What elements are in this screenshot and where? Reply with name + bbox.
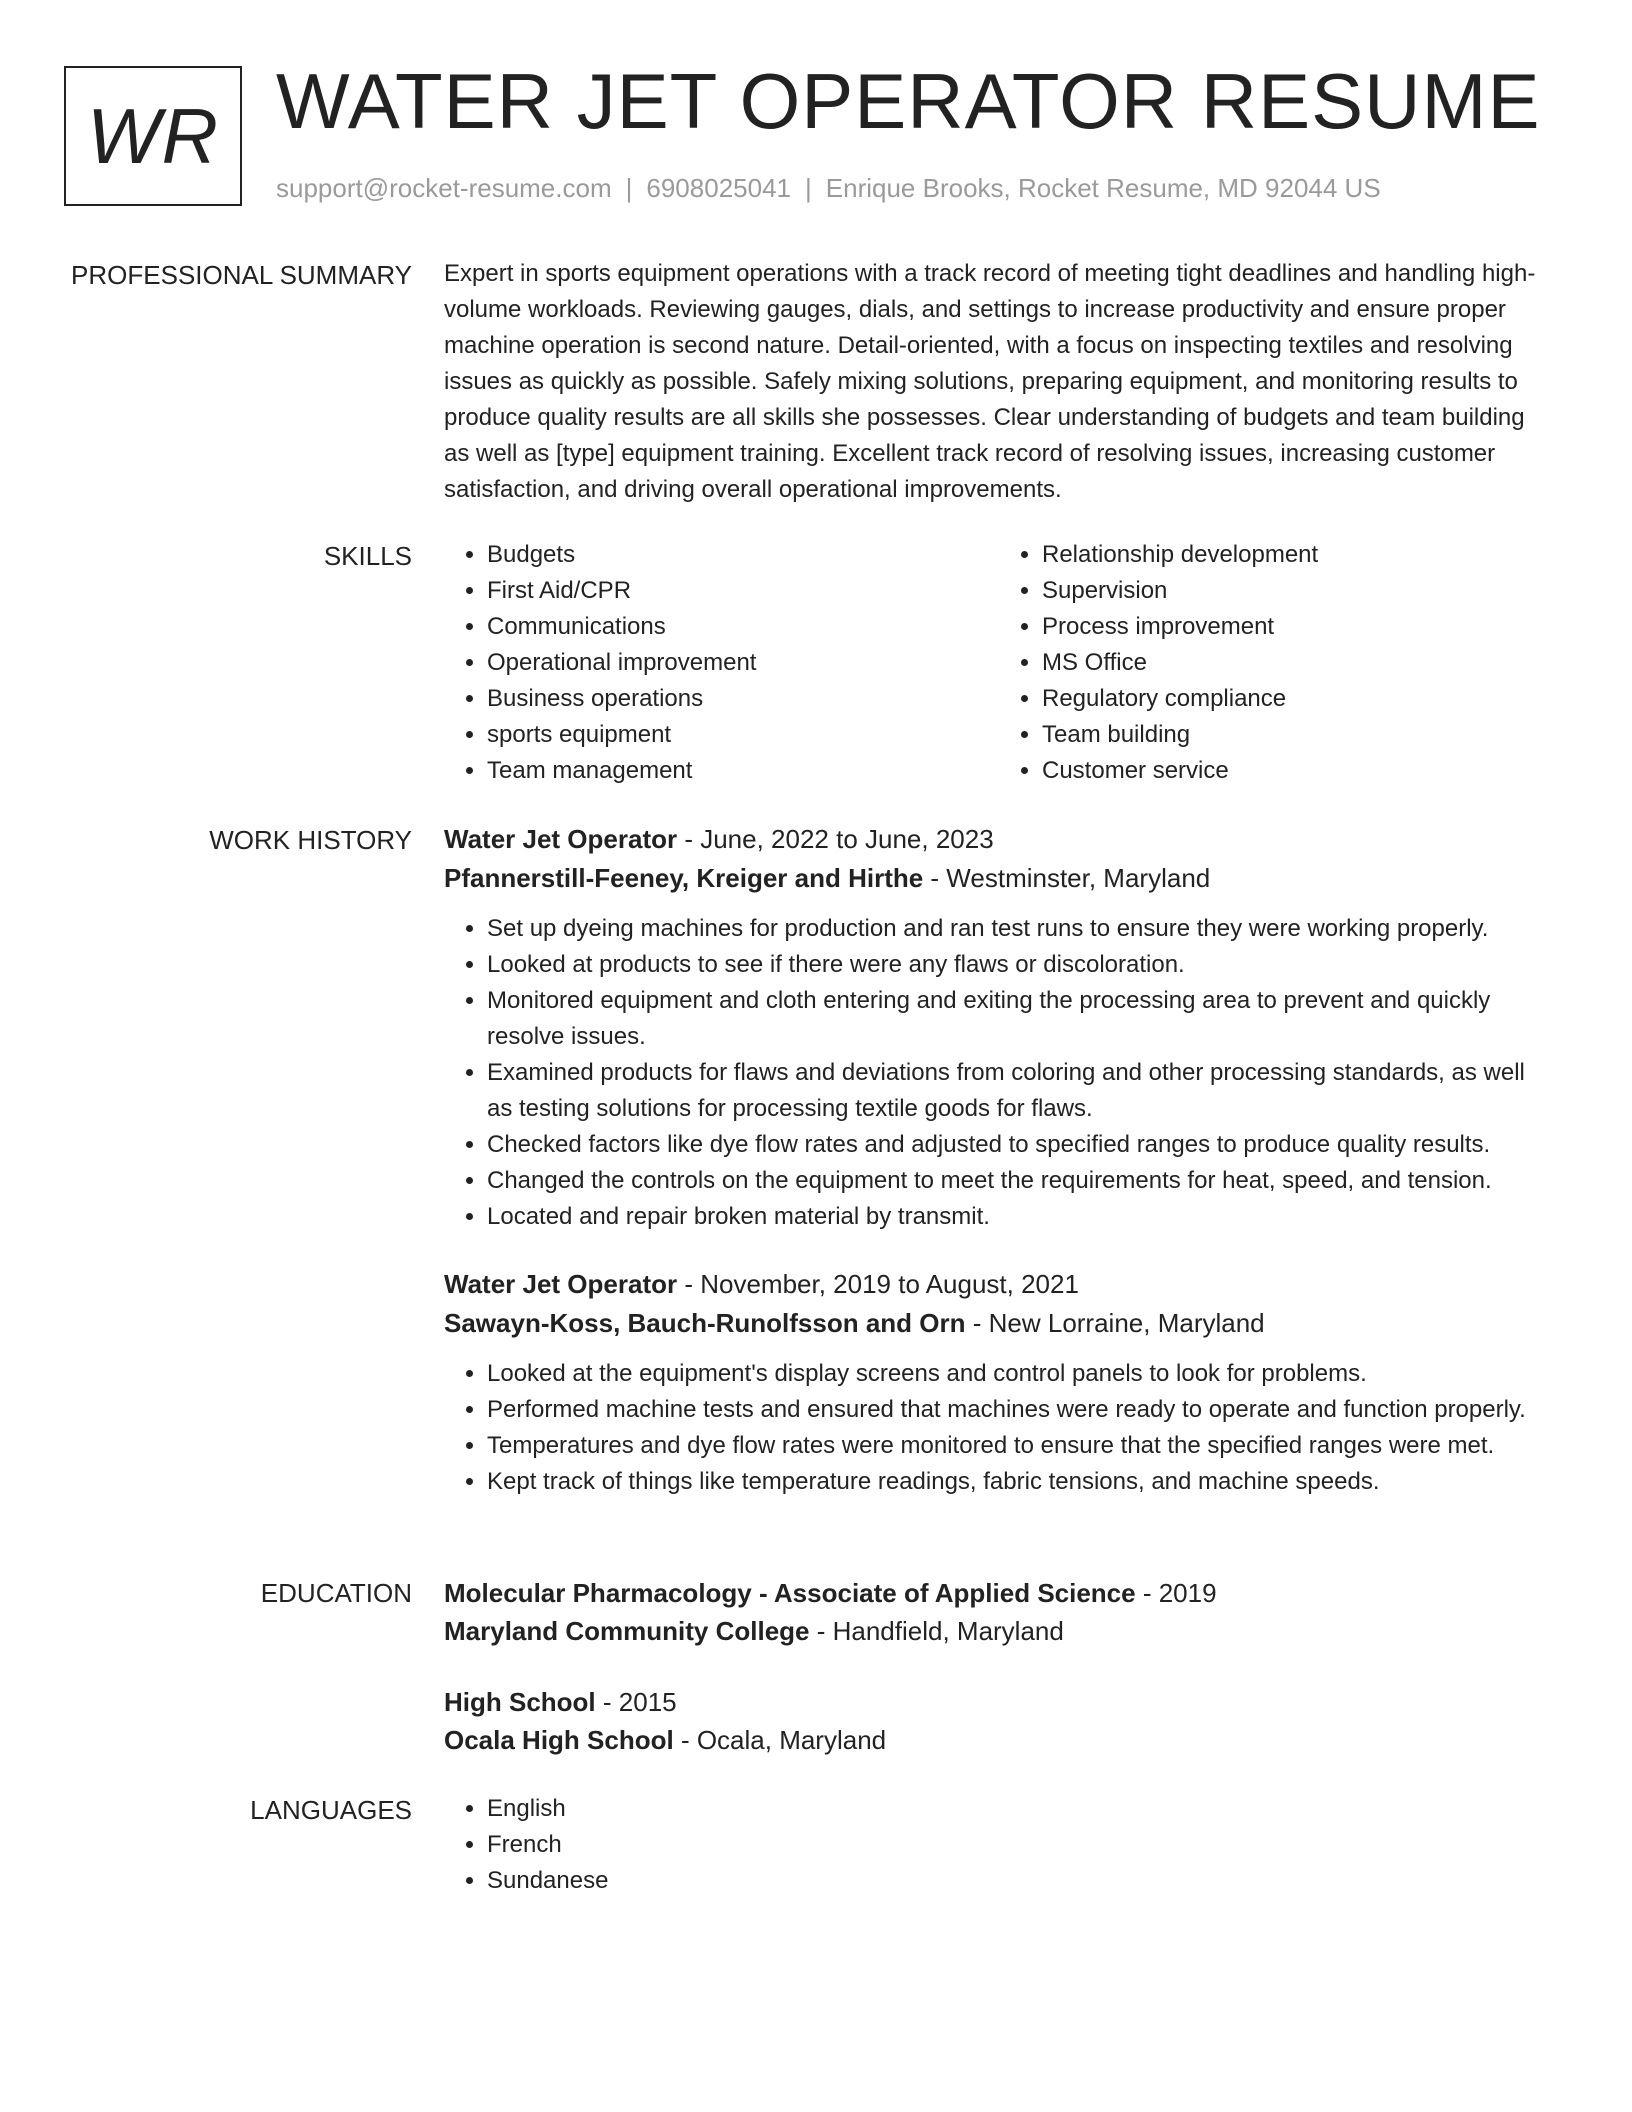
- contact-separator: |: [625, 173, 633, 203]
- skill-item: • Team building: [1042, 717, 1554, 753]
- section-label-languages: LANGUAGES: [250, 1795, 412, 1825]
- section-label-skills: SKILLS: [323, 541, 412, 571]
- education-school-line: [444, 1721, 1554, 1759]
- skill-item: • MS Office: [1042, 645, 1554, 681]
- job-bullet: • Changed the controls on the equipment to meet the requirements for heat, speed, and tension.: [487, 1163, 1554, 1199]
- education-school: Maryland Community College: [444, 1616, 810, 1646]
- job-title-line: [444, 820, 1554, 859]
- job-title: Water Jet Operator: [444, 1269, 678, 1299]
- language-item: • French: [487, 1827, 1554, 1863]
- skill-item: • Process improvement: [1042, 609, 1554, 645]
- job-bullet: • Looked at the equipment's display screens and control panels to look for problems.: [487, 1356, 1554, 1392]
- skill-item: • First Aid/CPR: [487, 573, 999, 609]
- job-bullet: • Examined products for flaws and deviations from coloring and other processing standards, as well as testing solutions for processing textile goods for flaws.: [487, 1055, 1554, 1127]
- initials-monogram: WR: [64, 66, 242, 206]
- job-title-line: [444, 1265, 1554, 1304]
- job-dates: - June, 2022 to June, 2023: [677, 824, 994, 854]
- job-bullet: • Temperatures and dye flow rates were monitored to ensure that the specified ranges were met.: [487, 1428, 1554, 1464]
- education-location: - Handfield, Maryland: [809, 1616, 1064, 1646]
- education-location: - Ocala, Maryland: [673, 1725, 887, 1755]
- skill-item: • Supervision: [1042, 573, 1554, 609]
- skill-item: • Business operations: [487, 681, 999, 717]
- contact-email: support@rocket-resume.com: [276, 173, 612, 203]
- contact-address: Enrique Brooks, Rocket Resume, MD 92044 US: [825, 173, 1381, 203]
- skill-item: • Operational improvement: [487, 645, 999, 681]
- job-company: Pfannerstill-Feeney, Kreiger and Hirthe: [444, 863, 924, 893]
- section-label-education: EDUCATION: [260, 1578, 412, 1608]
- job-bullet: • Performed machine tests and ensured that machines were ready to operate and function properly.: [487, 1392, 1554, 1428]
- job-company: Sawayn-Koss, Bauch-Runolfsson and Orn: [444, 1308, 966, 1338]
- job-bullets: [444, 911, 1554, 1235]
- job-company-line: [444, 1304, 1554, 1343]
- language-item: • English: [487, 1791, 1554, 1827]
- education-entry: [444, 1683, 1554, 1759]
- skill-item: • Budgets: [487, 537, 999, 573]
- education-degree-line: [444, 1683, 1554, 1721]
- job-bullet: • Monitored equipment and cloth entering and exiting the processing area to prevent and quickly resolve issues.: [487, 983, 1554, 1055]
- education-school-line: [444, 1612, 1554, 1650]
- skill-item: • Team management: [487, 753, 999, 789]
- contact-phone: 6908025041: [646, 173, 791, 203]
- job-location: - New Lorraine, Maryland: [965, 1308, 1265, 1338]
- job-entry: [444, 1265, 1554, 1500]
- education-degree: Molecular Pharmacology - Associate of Applied Science: [444, 1578, 1136, 1608]
- job-company-line: [444, 859, 1554, 898]
- skill-item: • Relationship development: [1042, 537, 1554, 573]
- job-location: - Westminster, Maryland: [923, 863, 1211, 893]
- skills-list-left: [444, 537, 999, 789]
- resume-title: WATER JET OPERATOR RESUME: [276, 57, 1541, 145]
- language-item: • Sundanese: [487, 1863, 1554, 1899]
- section-label-summary: PROFESSIONAL SUMMARY: [71, 260, 412, 290]
- skill-item: • Customer service: [1042, 753, 1554, 789]
- education-degree: High School: [444, 1687, 596, 1717]
- education-degree-line: [444, 1574, 1554, 1612]
- job-bullet: • Located and repair broken material by transmit.: [487, 1199, 1554, 1235]
- skill-item: • Communications: [487, 609, 999, 645]
- contact-line: [276, 173, 1381, 204]
- section-label-work: WORK HISTORY: [209, 825, 412, 855]
- job-entry: [444, 820, 1554, 1235]
- job-dates: - November, 2019 to August, 2021: [677, 1269, 1079, 1299]
- education-year: - 2019: [1135, 1578, 1217, 1608]
- skills-list-right: [999, 537, 1554, 789]
- skill-item: • Regulatory compliance: [1042, 681, 1554, 717]
- education-entry: [444, 1574, 1554, 1650]
- education-school: Ocala High School: [444, 1725, 674, 1755]
- summary-text: Expert in sports equipment operations with a track record of meeting tight deadlines and handling high-volume workloads. Reviewing gauges, dials, and settings to increase productivity and ensure proper machine operation is second nature. Detail-oriented, with a focus on inspecting textiles and resolving issues as quickly as possible. Safely mixing solutions, preparing equipment, and monitoring results to produce quality results are all skills she possesses. Clear understanding of budgets and team building as well as [type] equipment training. Excellent track record of resolving issues, increasing customer satisfaction, and driving overall operational improvements.: [444, 260, 1536, 503]
- job-bullet: • Set up dyeing machines for production and ran test runs to ensure they were working properly.: [487, 911, 1554, 947]
- contact-separator: |: [805, 173, 812, 203]
- languages-list: [444, 1791, 1554, 1899]
- job-title: Water Jet Operator: [444, 824, 678, 854]
- job-bullets: [444, 1356, 1554, 1500]
- job-bullet: • Looked at products to see if there were any flaws or discoloration.: [487, 947, 1554, 983]
- job-bullet: • Kept track of things like temperature readings, fabric tensions, and machine speeds.: [487, 1464, 1554, 1500]
- education-year: - 2015: [595, 1687, 677, 1717]
- job-bullet: • Checked factors like dye flow rates and adjusted to specified ranges to produce quality results.: [487, 1127, 1554, 1163]
- skill-item: • sports equipment: [487, 717, 999, 753]
